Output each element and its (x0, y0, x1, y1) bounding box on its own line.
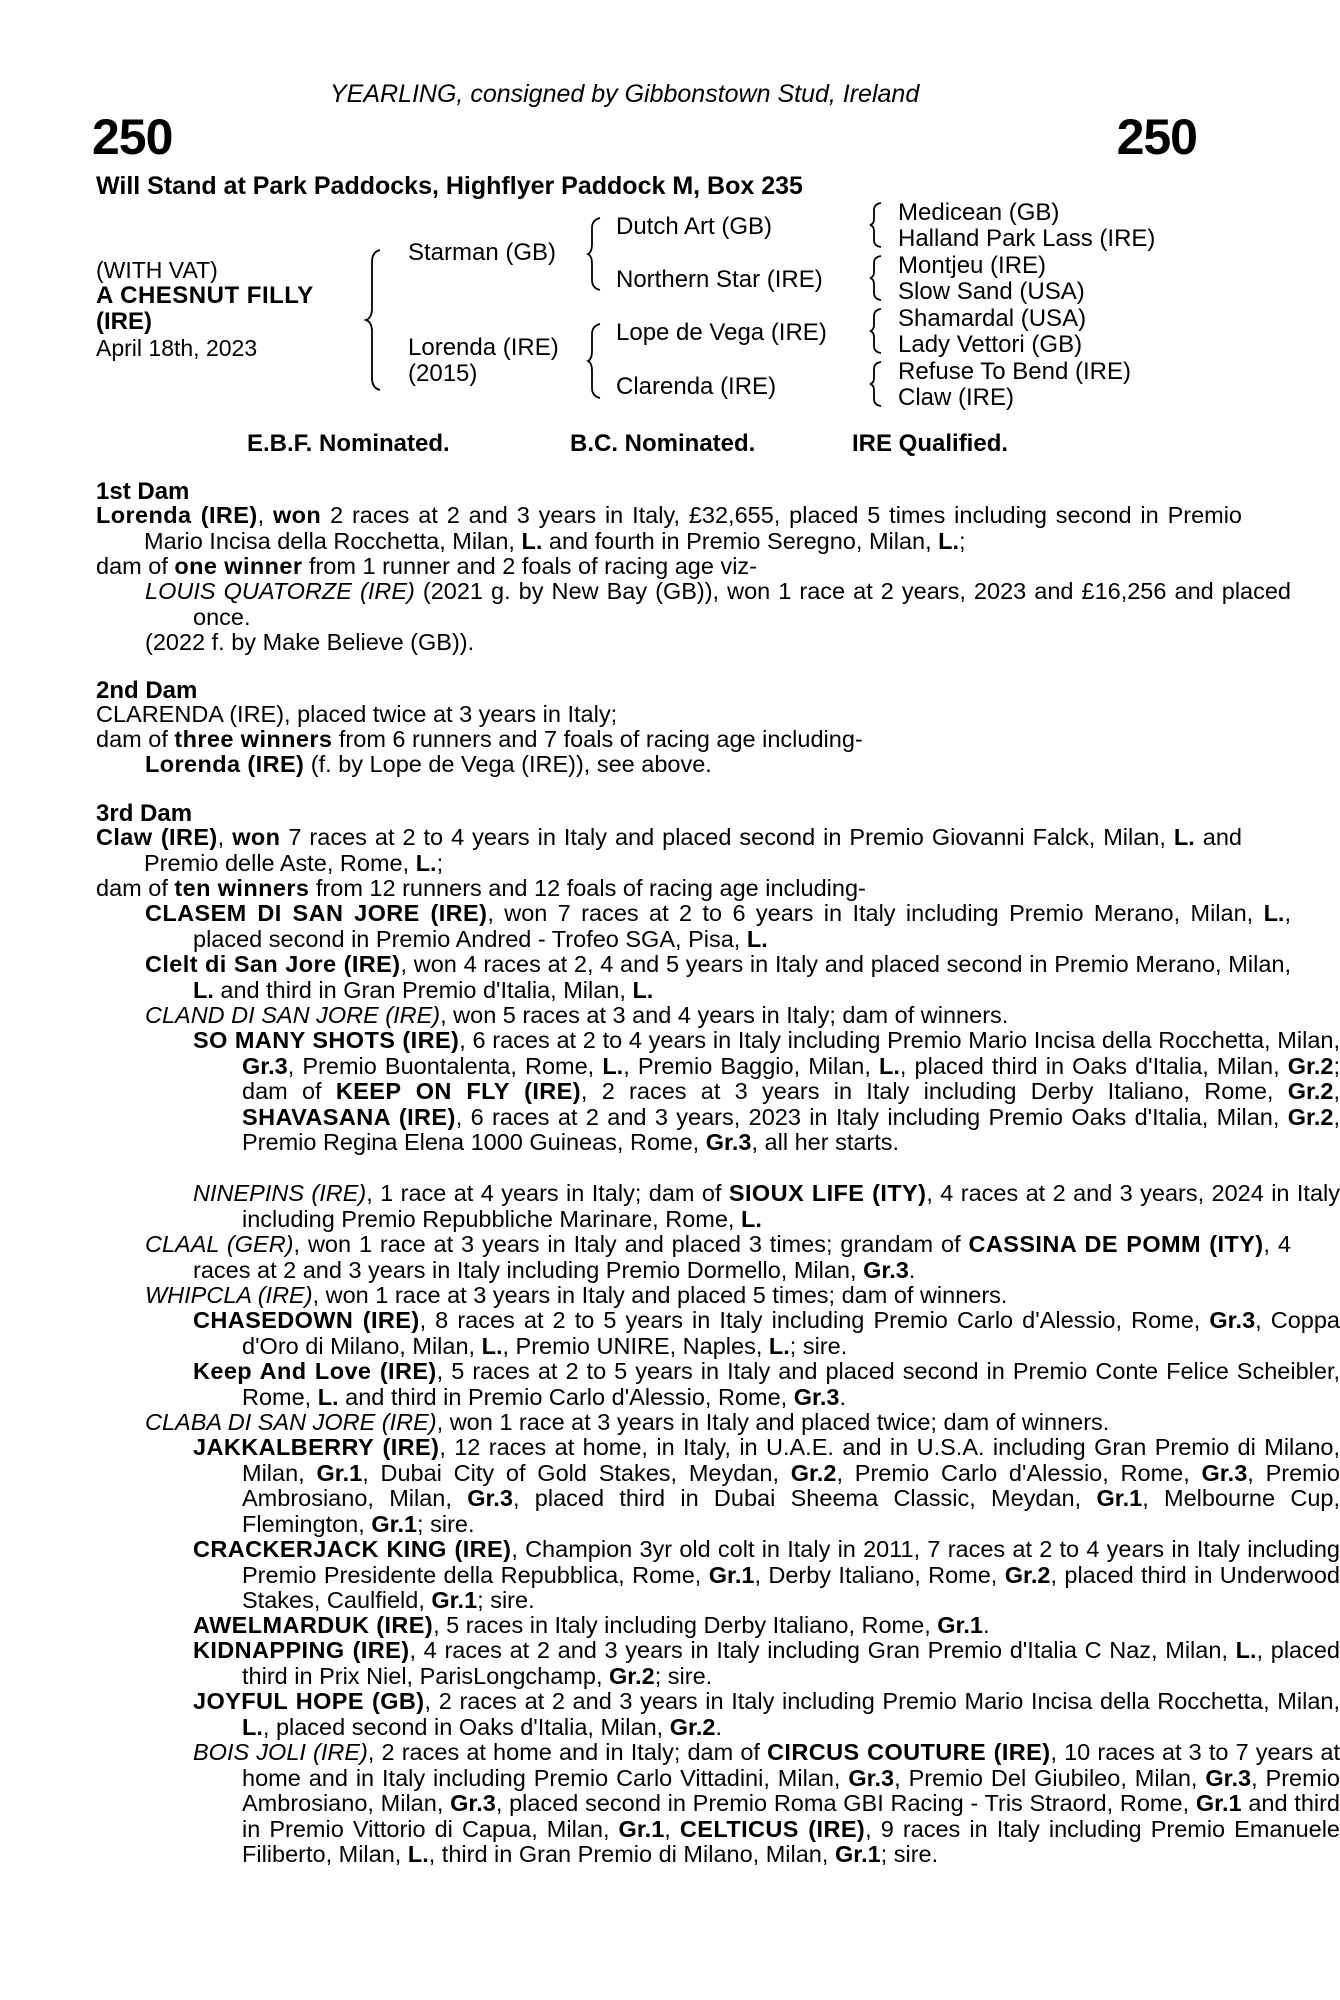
race-text: dam of (96, 875, 175, 901)
race-text: and third in Premio Carlo d'Alessio, Rome, (338, 1383, 794, 1410)
grade-label: Gr.2 (1287, 1052, 1334, 1079)
grade-label: Gr.3 (1205, 1764, 1252, 1791)
progeny-name: SIOUX LIFE (ITY) (728, 1180, 927, 1206)
horse-name-line1: A CHESNUT FILLY (96, 282, 314, 309)
progeny-clasem (96, 901, 1291, 952)
progeny-name: BOIS JOLI (IRE) (193, 1739, 368, 1765)
progeny-claal (96, 1232, 1291, 1283)
dam-dam-name: Clarenda (IRE) (616, 373, 777, 400)
race-text: , placed third in Oaks d'Italia, Milan, (899, 1052, 1288, 1079)
grandprogeny-so-many-shots: SO MANY SHOTS (IRE), 6 races at 2 to 4 years in Italy including Premio Mario Incisa della Rocchetta, Milan, Gr.3, Premio Buontalenta, Rome, L., Premio Baggio, Milan, L., placed third in Oaks d'Italia, Milan, Gr.2; dam of KEEP ON FLY (IRE), 2 races at 3 years in Italy including Derby Italiano, Rome, Gr.2, SHAVASANA (IRE), 6 races at 2 and 3 years, 2023 in Italy including Premio Oaks d'Italia, Milan, Gr.2, Premio Regina Elena 1000 Guineas, Rome, Gr.3, all her starts. (193, 1027, 1340, 1155)
third-dam-record: Claw (IRE), won 7 races at 2 to 4 years in Italy and placed second in Premio Giovanni Falck, Milan, L. and Premio delle Aste, Rome, L.; (96, 824, 1242, 876)
grade-label: Gr.2 (790, 1459, 837, 1486)
second-dam-heading: 2nd Dam (96, 677, 198, 704)
race-text: . (983, 1612, 990, 1638)
progeny-name: CLABA DI SAN JORE (IRE) (145, 1409, 437, 1435)
pedigree-bracket-dd (870, 359, 884, 409)
first-dam-foal-2 (96, 630, 1291, 656)
dam-sire-name: Lope de Vega (IRE) (616, 319, 827, 346)
pedigree-bracket-ds (870, 306, 884, 356)
grade-label: Gr.3 (863, 1256, 909, 1283)
race-text: , Dubai City of Gold Stakes, Meydan, (362, 1459, 791, 1486)
progeny-name: CLASEM DI SAN JORE (IRE) (145, 900, 488, 926)
sire-sire-sire: Medicean (GB) (898, 199, 1060, 226)
progeny-name: Lorenda (IRE) (145, 751, 305, 777)
grade-l: L. (879, 1052, 900, 1079)
first-dam-foal-1 (96, 579, 1291, 630)
progeny-cland (96, 1003, 1291, 1029)
grade-l: L. (1235, 1637, 1257, 1663)
race-text: , placed second in Premio Roma GBI Racing - Tris Straord, Rome, (495, 1790, 1196, 1816)
race-text: , Derby Italiano, Rome, (754, 1561, 1005, 1588)
grade-label: Gr.2 (1004, 1561, 1051, 1588)
race-text: , Premio Carlo d'Alessio, Rome, (836, 1459, 1202, 1486)
dam-name-bold: Lorenda (IRE) (96, 502, 258, 528)
bc-nomination: B.C. Nominated. (570, 430, 756, 457)
race-text: , won 7 races at 2 to 6 years in Italy including Premio Merano, Milan, (487, 900, 1264, 926)
race-text: from 1 runner and 2 foals of racing age viz- (302, 553, 757, 579)
dam-sire-dam: Lady Vettori (GB) (898, 331, 1083, 358)
grade-label: Gr.3 (793, 1383, 840, 1410)
progeny-clelt (96, 952, 1291, 1003)
race-text: , 9 races in Italy including Premio Emanuele Filiberto, Milan, (242, 1815, 1340, 1867)
grandprogeny-bois-joli: BOIS JOLI (IRE), 2 races at home and in Italy; dam of CIRCUS COUTURE (IRE), 10 races at 3 to 7 years at home and in Italy including Premio Carlo Vittadini, Milan, Gr.3, Premio Del Giubileo, Milan, Gr.3, Premio Ambrosiano, Milan, Gr.3, placed second in Premio Roma GBI Racing - Tris Straord, Rome, Gr.1 and third in Premio Vittorio di Capua, Milan, Gr.1, CELTICUS (IRE), 9 races in Italy including Premio Emanuele Filiberto, Milan, L., third in Gran Premio di Milano, Milan, Gr.1; sire. (193, 1739, 1340, 1867)
grade-l: L. (740, 1205, 762, 1232)
race-text: . (715, 1713, 722, 1740)
race-text: dam of (96, 726, 175, 752)
progeny-name: CHASEDOWN (IRE) (193, 1307, 420, 1333)
progeny-name: Keep And Love (IRE) (193, 1358, 437, 1384)
progeny-name: SO MANY SHOTS (IRE) (193, 1027, 460, 1053)
race-text: , placed third in Prix Niel, ParisLongchamp, (242, 1637, 1340, 1689)
race-text: . (839, 1383, 847, 1410)
race-text: (f. by Lope de Vega (IRE)), see above. (304, 751, 712, 777)
grandprogeny-ninepins (96, 1181, 1340, 1232)
progeny-name: Clelt di San Jore (IRE) (145, 951, 401, 977)
race-text: , Premio Regina Elena 1000 Guineas, Rome, (242, 1103, 1340, 1155)
sire-dam-sire: Montjeu (IRE) (898, 252, 1047, 279)
grade-l: L. (242, 1713, 263, 1740)
race-text: dam of (96, 553, 175, 579)
second-dam-record (96, 702, 1194, 728)
race-text: and third in Premio Vittorio di Capua, Milan, (242, 1790, 1340, 1842)
progeny-claba (96, 1410, 1291, 1436)
progeny-name: CLAAL (GER) (145, 1231, 294, 1257)
grade-label: Gr.2 (669, 1713, 716, 1740)
grade-l: L. (746, 925, 768, 952)
race-text: . (908, 1256, 916, 1283)
race-text: ; sire. (417, 1510, 475, 1537)
grade-label: Gr.2 (609, 1662, 655, 1689)
race-text: and third in Gran Premio d'Italia, Milan, (213, 976, 633, 1003)
race-text: and Premio delle Aste, Rome, (144, 824, 1242, 876)
grade-l: L. (1173, 824, 1195, 850)
grade-l: L. (407, 1841, 429, 1867)
race-text: 7 races at 2 to 4 years in Italy and placed second in Premio Giovanni Falck, Milan, (280, 824, 1174, 850)
race-text: ; sire. (789, 1332, 848, 1359)
pedigree-bracket-sire (588, 214, 604, 294)
grade-l: L. (632, 976, 654, 1003)
sire-dam-dam: Slow Sand (USA) (898, 278, 1085, 305)
dam-name: Lorenda (IRE) (408, 334, 559, 361)
race-text: , 4 races at 2 and 3 years in Italy including Premio Dormello, Milan, (193, 1231, 1291, 1283)
race-text: , 5 races in Italy including Derby Italiano, Rome, (433, 1612, 938, 1638)
sire-sire-name: Dutch Art (GB) (616, 213, 773, 240)
grandprogeny-crackerjack-king (96, 1537, 1340, 1614)
race-text: , third in Gran Premio di Milano, Milan, (428, 1841, 835, 1867)
progeny-name: SHAVASANA (IRE) (242, 1103, 456, 1130)
grade-label: Gr.2 (1287, 1078, 1334, 1104)
dam-sire-sire: Shamardal (USA) (898, 305, 1087, 332)
race-text: , Champion 3yr old colt in Italy in 2011, 7 races at 2 to 4 years in Italy including Premio Presidente della Repubblica, Rome, (242, 1536, 1340, 1588)
third-dam-heading: 3rd Dam (96, 800, 193, 827)
grandprogeny-chasedown (96, 1308, 1340, 1359)
race-text: , won 1 race at 3 years in Italy and placed 3 times; grandam of (293, 1231, 969, 1257)
progeny-name: KIDNAPPING (IRE) (193, 1637, 410, 1663)
consignor-line: YEARLING, consigned by Gibbonstown Stud, Ireland (330, 80, 920, 108)
race-text: , 2 races at 2 and 3 years in Italy including Premio Mario Incisa della Rocchetta, Milan, (424, 1688, 1340, 1714)
grade-label: Gr.3 (1201, 1459, 1248, 1486)
race-text: , Premio Del Giubileo, Milan, (894, 1764, 1206, 1791)
race-text: , Premio Baggio, Milan, (623, 1052, 880, 1079)
dam-name-bold: Claw (IRE) (96, 824, 218, 850)
dam-dam-dam: Claw (IRE) (898, 384, 1015, 411)
first-dam-heading: 1st Dam (96, 478, 190, 505)
grandprogeny-keep-and-love (96, 1359, 1340, 1410)
won-label: won (272, 502, 322, 528)
race-text: , 2 races at 3 years in Italy including Derby Italiano, Rome, (580, 1078, 1288, 1104)
race-text: (2022 f. by Make Believe (GB)). (145, 629, 475, 655)
grade-l: L. (193, 976, 214, 1003)
horse-name-line2: (IRE) (96, 308, 152, 335)
grade-label: Gr.1 (316, 1459, 363, 1486)
race-text: from 6 runners and 7 foals of racing age including- (332, 726, 863, 752)
race-text: , 5 races at 2 to 5 years in Italy and placed second in Premio Conte Felice Scheibler, Rome, (242, 1358, 1340, 1410)
foaling-date: April 18th, 2023 (96, 335, 258, 361)
race-text: from 12 runners and 12 foals of racing age including- (309, 875, 866, 901)
progeny-name: CIRCUS COUTURE (IRE) (767, 1739, 1051, 1765)
race-text: , placed third in Underwood Stakes, Caulfield, (242, 1561, 1340, 1613)
second-dam-produce (96, 727, 1194, 753)
race-text: , placed second in Oaks d'Italia, Milan, (262, 1713, 670, 1740)
grade-label: Gr.1 (431, 1587, 478, 1613)
progeny-name: JOYFUL HOPE (GB) (193, 1688, 425, 1714)
grade-l: L. (481, 1332, 503, 1359)
lot-number-right: 250 (1116, 109, 1197, 165)
grade-label: Gr.1 (1195, 1790, 1242, 1816)
race-text: 2 races at 2 and 3 years in Italy, £32,655, placed 5 times including second in Premio Mario Incisa della Rocchetta, Milan, (144, 502, 1243, 554)
race-text: CLARENDA (IRE), placed twice at 3 years in Italy; (96, 701, 618, 727)
race-text: , 6 races at 2 to 4 years in Italy including Premio Mario Incisa della Rocchetta, Milan, (459, 1027, 1340, 1053)
grandprogeny-kidnapping (96, 1638, 1340, 1689)
ire-qualified: IRE Qualified. (852, 430, 1009, 457)
vat-note: (WITH VAT) (96, 257, 218, 283)
grade-label: Gr.3 (848, 1764, 895, 1791)
grade-l: L. (521, 527, 543, 554)
stand-location: Will Stand at Park Paddocks, Highflyer Paddock M, Box 235 (96, 172, 803, 200)
grade-label: Gr.1 (371, 1510, 418, 1537)
winners-count: three winners (174, 726, 333, 752)
sire-dam-name: Northern Star (IRE) (616, 266, 823, 293)
lot-number-left: 250 (92, 109, 173, 165)
progeny-name: CLAND DI SAN JORE (IRE) (145, 1002, 441, 1028)
race-text: , won 1 race at 3 years in Italy and placed 5 times; dam of winners. (312, 1282, 1008, 1308)
sire-name: Starman (GB) (408, 239, 557, 266)
progeny-whipcla (96, 1283, 1291, 1309)
progeny-name: AWELMARDUK (IRE) (193, 1612, 434, 1638)
grandprogeny-joyful-hope (96, 1689, 1340, 1740)
grade-label: Gr.1 (708, 1561, 755, 1588)
grade-l: L. (1263, 900, 1285, 926)
grade-label: Gr.1 (937, 1612, 983, 1638)
race-text: , 10 races at 3 to 7 years at home and in Italy including Premio Carlo Vittadini, Milan, (242, 1739, 1340, 1791)
grade-l: L. (415, 849, 437, 876)
race-text: ; (436, 849, 444, 876)
race-text: , won 4 races at 2, 4 and 5 years in Italy and placed second in Premio Merano, Milan, (400, 951, 1291, 977)
race-text: , Premio Ambrosiano, Milan, (242, 1459, 1340, 1511)
race-text: , 4 races at 2 and 3 years in Italy including Gran Premio d'Italia C Naz, Milan, (409, 1637, 1236, 1663)
race-text: ; (959, 527, 966, 554)
grade-label: Gr.3 (705, 1129, 752, 1155)
pedigree-bracket-ss (870, 200, 884, 250)
grade-label: Gr.3 (450, 1790, 496, 1816)
grade-label: Gr.1 (618, 1815, 665, 1842)
race-text: (2021 g. by New Bay (GB)), won 1 race at 2 years, 2023 and £16,256 and placed once. (193, 578, 1291, 630)
grandprogeny-jakkalberry (96, 1435, 1340, 1537)
race-text: ; sire. (880, 1841, 939, 1867)
pedigree-bracket-dam (588, 320, 604, 402)
race-text: , Coppa d'Oro di Milano, Milan, (242, 1307, 1340, 1359)
race-text: , 8 races at 2 to 5 years in Italy including Premio Carlo d'Alessio, Rome, (419, 1307, 1210, 1333)
grade-l: L. (317, 1383, 339, 1410)
race-text: , placed second in Premio Andred - Trofeo SGA, Pisa, (193, 900, 1291, 952)
race-text: and fourth in Premio Seregno, Milan, (542, 527, 939, 554)
third-dam-produce (96, 876, 1194, 902)
grade-label: Gr.1 (1096, 1485, 1143, 1511)
progeny-name: KEEP ON FLY (IRE) (335, 1078, 581, 1104)
first-dam-record: Lorenda (IRE), won 2 races at 2 and 3 years in Italy, £32,655, placed 5 times including second in Premio Mario Incisa della Rocchetta, Milan, L. and fourth in Premio Seregno, Milan, L.; (96, 502, 1243, 554)
race-text: , placed third in Dubai Sheema Classic, Meydan, (512, 1485, 1097, 1511)
race-text: , Premio Ambrosiano, Milan, (242, 1764, 1340, 1816)
progeny-name: JAKKALBERRY (IRE) (193, 1434, 440, 1460)
grade-label: Gr.3 (242, 1052, 288, 1079)
race-text: , 2 races at home and in Italy; dam of (367, 1739, 768, 1765)
progeny-name: CRACKERJACK KING (IRE) (193, 1536, 512, 1562)
grade-l: L. (602, 1052, 624, 1079)
grade-label: Gr.3 (467, 1485, 513, 1511)
winners-count: one winner (174, 553, 303, 579)
foal-name: LOUIS QUATORZE (IRE) (145, 578, 415, 604)
progeny-name: NINEPINS (IRE) (193, 1180, 367, 1206)
race-text: , Premio UNIRE, Naples, (502, 1332, 769, 1359)
grade-label: Gr.2 (1287, 1103, 1334, 1130)
winners-count: ten winners (174, 875, 310, 901)
race-text: , 12 races at home, in Italy, in U.A.E. and in U.S.A. including Gran Premio di Milano, Milan, (242, 1434, 1340, 1486)
race-text: ; dam of (242, 1052, 1340, 1104)
race-text: ; sire. (477, 1587, 535, 1613)
race-text: , 4 races at 2 and 3 years, 2024 in Italy including Premio Repubbliche Marinare, Rome, (242, 1180, 1340, 1232)
first-dam-produce (96, 554, 1194, 580)
grade-label: Gr.3 (1209, 1307, 1256, 1333)
second-dam-progeny (96, 752, 1291, 778)
progeny-name: CASSINA DE POMM (ITY) (968, 1231, 1264, 1257)
pedigree-bracket-main (366, 240, 386, 400)
grade-l: L. (768, 1332, 790, 1359)
race-text: , 6 races at 2 and 3 years, 2023 in Italy including Premio Oaks d'Italia, Milan, (455, 1103, 1288, 1130)
progeny-name: CELTICUS (IRE) (679, 1815, 866, 1842)
pedigree-bracket-sd (870, 253, 884, 303)
sire-sire-dam: Halland Park Lass (IRE) (898, 225, 1156, 252)
dam-dam-sire: Refuse To Bend (IRE) (898, 358, 1132, 385)
progeny-name: WHIPCLA (IRE) (145, 1282, 313, 1308)
dam-year: (2015) (408, 360, 478, 387)
race-text: ; sire. (654, 1662, 713, 1689)
won-label: won (232, 824, 281, 850)
grandprogeny-awelmarduk (96, 1613, 1340, 1639)
race-text: , 1 race at 4 years in Italy; dam of (366, 1180, 729, 1206)
race-text: , Premio Buontalenta, Rome, (287, 1052, 603, 1079)
grade-l: L. (938, 527, 960, 554)
race-text: , Melbourne Cup, Flemington, (242, 1485, 1340, 1537)
race-text: , won 1 race at 3 years in Italy and placed twice; dam of winners. (436, 1409, 1110, 1435)
ebf-nomination: E.B.F. Nominated. (247, 430, 450, 457)
race-text: , won 5 races at 3 and 4 years in Italy; dam of winners. (440, 1002, 1009, 1028)
grade-label: Gr.1 (834, 1841, 881, 1867)
race-text: , all her starts. (751, 1129, 900, 1155)
